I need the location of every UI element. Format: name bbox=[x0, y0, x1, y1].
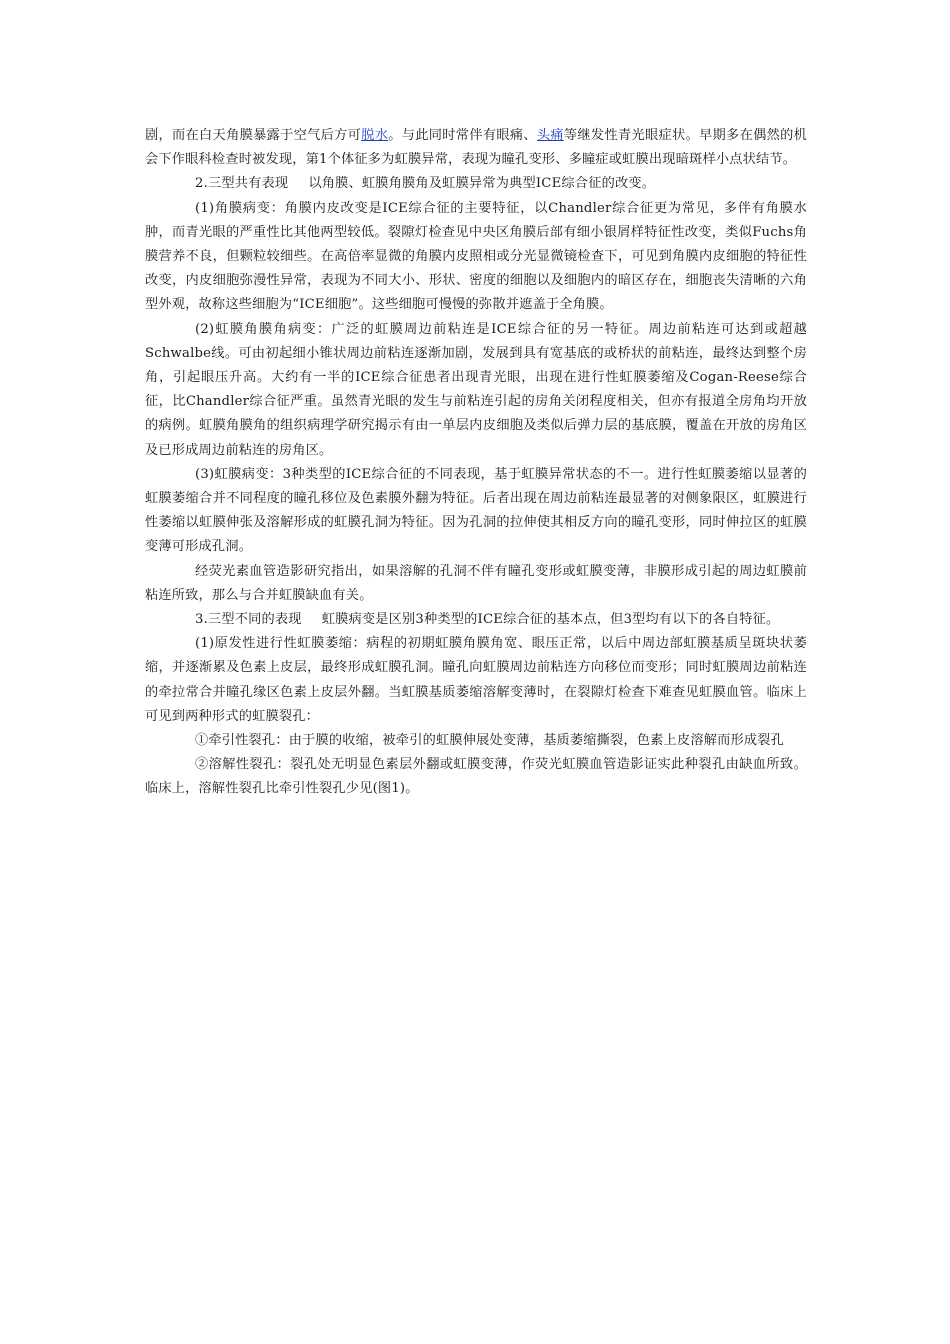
section-2 bbox=[145, 172, 807, 196]
paragraph-angle: (2)虹膜角膜角病变：广泛的虹膜周边前粘连是ICE综合征的另一特征。周边前粘连可达到或超越Schwalbe线。可由初起细小锥状周边前粘连逐渐加剧，发展到具有宽基底的或桥状的前粘连，最终达到整个房角，引起眼压升高。大约有一半的ICE综合征患者出现青光眼，出现在进行性虹膜萎缩及Cogan-Reese综合征，比Chandler综合征严重。虽然青光眼的发生与前粘连引起的房角关闭程度相关，但亦有报道全房角均开放的病例。虹膜角膜角的组织病理学研究揭示有由一单层内皮细胞及类似后弹力层的基底膜，覆盖在开放的房角区及已形成周边前粘连的房角区。 bbox=[145, 321, 807, 458]
paragraph-primary-atrophy: (1)原发性进行性虹膜萎缩：病程的初期虹膜角膜角宽、眼压正常，以后中周边部虹膜基质呈斑块状萎缩，并逐渐累及色素上皮层，最终形成虹膜孔洞。瞳孔向虹膜周边前粘连方向移位而变形；同时虹膜周边前粘连的牵拉常合并瞳孔缘区色素上皮层外翻。当虹膜基质萎缩溶解变薄时，在裂隙灯检查下难查见虹膜血管。临床上可见到两种形式的虹膜裂孔： bbox=[145, 636, 807, 724]
section-3 bbox=[145, 608, 807, 632]
section-2-heading: 2.三型共有表现 bbox=[195, 176, 289, 192]
paragraph-intro bbox=[145, 124, 807, 172]
paragraph-lytic-hole: ②溶解性裂孔：裂孔处无明显色素层外翻或虹膜变薄，作荧光虹膜血管造影证实此种裂孔由缺血所致。临床上，溶解性裂孔比牵引性裂孔少见(图1)。 bbox=[145, 757, 807, 797]
intro-text-c: 等继发性青光眼症状。早期多在偶然的机会下作眼科检查时被发现，第1个体征多为虹膜异常，表现为瞳孔变形、多瞳症或虹膜出现暗斑样小点状结节。 bbox=[145, 128, 807, 168]
document-body bbox=[145, 124, 807, 802]
link-headache[interactable]: 头痛 bbox=[536, 128, 564, 143]
paragraph-traction-hole: ①牵引性裂孔：由于膜的收缩，被牵引的虹膜伸展处变薄，基质萎缩撕裂，色素上皮溶解而形成裂孔 bbox=[195, 733, 785, 749]
section-2-text: 以角膜、虹膜角膜角及虹膜异常为典型ICE综合征的改变。 bbox=[308, 176, 656, 192]
paragraph-iris: (3)虹膜病变：3种类型的ICE综合征的不同表现，基于虹膜异常状态的不一。进行性虹膜萎缩以显著的虹膜萎缩合并不同程度的瞳孔移位及色素膜外翻为特征。后者出现在周边前粘连最显著的对侧象限区，虹膜进行性萎缩以虹膜伸张及溶解形成的虹膜孔洞为特征。因为孔洞的拉伸使其相反方向的瞳孔变形，同时伸拉区的虹膜变薄可形成孔洞。 bbox=[145, 466, 807, 555]
intro-text-a: 剧，而在白天角膜暴露于空气后方可 bbox=[145, 128, 362, 143]
section-3-text: 虹膜病变是区别3种类型的ICE综合征的基本点，但3型均有以下的各自特征。 bbox=[321, 612, 780, 628]
link-dehydration[interactable]: 脱水 bbox=[361, 128, 389, 143]
paragraph-fluorescein: 经荧光素血管造影研究指出，如果溶解的孔洞不伴有瞳孔变形或虹膜变薄，非膜形成引起的周边虹膜前粘连所致，那么与合并虹膜缺血有关。 bbox=[145, 563, 807, 603]
intro-text-b: 。与此同时常伴有眼痛、 bbox=[388, 128, 537, 143]
section-3-heading: 3.三型不同的表现 bbox=[195, 612, 302, 628]
paragraph-cornea: (1)角膜病变：角膜内皮改变是ICE综合征的主要特征，以Chandler综合征更为常见，多伴有角膜水肿，而青光眼的严重性比其他两型较低。裂隙灯检查见中央区角膜后部有细小银屑样特征性改变，类似Fuchs角膜营养不良，但颗粒较细些。在高倍率显微的角膜内皮照相或分光显微镜检查下，可见到角膜内皮细胞的特征性改变，内皮细胞弥漫性异常，表现为不同大小、形状、密度的细胞以及细胞内的暗区存在，细胞丧失清晰的六角型外观，故称这些细胞为“ICE细胞”。这些细胞可慢慢的弥散并遮盖于全角膜。 bbox=[145, 200, 807, 313]
